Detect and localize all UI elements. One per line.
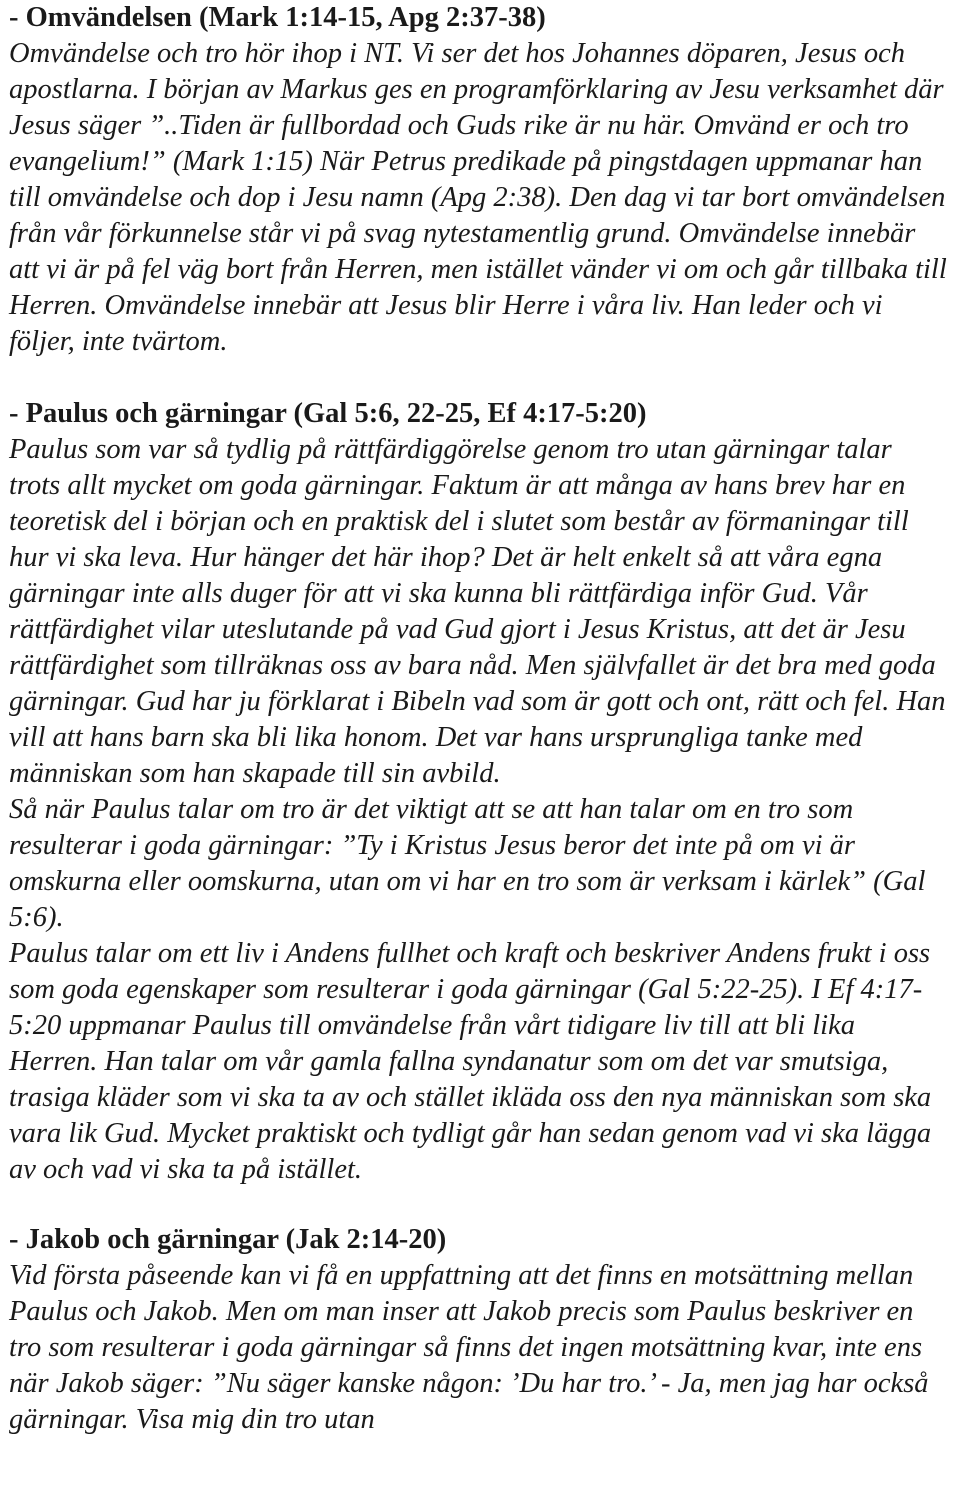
- section-body: [9, 1258, 950, 1438]
- section-heading: - Paulus och gärningar (Gal 5:6, 22-25, Ef 4:17-5:20): [9, 398, 647, 429]
- section-omvandelsen: [9, 0, 950, 360]
- section-spacer: [9, 360, 950, 396]
- paragraph: Vid första påseende kan vi få en uppfattning att det finns en motsättning mellan Paulus och Jakob. Men om man inser att Jakob precis som Paulus beskriver en tro som resulterar i goda gärningar så finns det ingen motsättning kvar, inte ens när Jakob säger: ”Nu säger kanske någon: ’Du har tro.’ - Ja, men jag har också gärningar. Visa mig din tro utan: [9, 1260, 929, 1435]
- section-jakob: [9, 1222, 950, 1438]
- paragraph: Omvändelse och tro hör ihop i NT. Vi ser det hos Johannes döparen, Jesus och apostlarna. I början av Markus ges en programförklaring av Jesu verksamhet där Jesus säger ”..Tiden är fullbordad och Guds rike är nu här. Omvänd er och tro evangelium!” (Mark 1:15) När Petrus predikade på pingstdagen uppmanar han till omvändelse och dop i Jesu namn (Apg 2:38). Den dag vi tar bort omvändelsen från vår förkunnelse står vi på svag nytestamentlig grund. Omvändelse innebär att vi är på fel väg bort från Herren, men istället vänder vi om och går tillbaka till Herren. Omvändelse innebär att Jesus blir Herre i våra liv. Han leder och vi följer, inte tvärtom.: [9, 38, 947, 357]
- section-body: [9, 36, 950, 360]
- section-paulus: [9, 396, 950, 1188]
- section-body: [9, 432, 950, 1188]
- section-spacer: [9, 1188, 950, 1222]
- paragraph: Så när Paulus talar om tro är det viktigt att se att han talar om en tro som resulterar i goda gärningar: ”Ty i Kristus Jesus beror det inte på om vi är omskurna eller oomskurna, utan om vi har en tro som är verksam i kärlek” (Gal 5:6).: [9, 794, 926, 933]
- section-heading: - Jakob och gärningar (Jak 2:14-20): [9, 1224, 447, 1255]
- paragraph: Paulus talar om ett liv i Andens fullhet och kraft och beskriver Andens frukt i oss som goda egenskaper som resulterar i goda gärningar (Gal 5:22-25). I Ef 4:17-5:20 uppmanar Paulus till omvändelse från vårt tidigare liv till att bli lika Herren. Han talar om vår gamla fallna syndanatur som om det var smutsiga, trasiga kläder som vi ska ta av och stället ikläda oss den nya människan som ska vara lik Gud. Mycket praktiskt och tydligt går han sedan genom vad vi ska lägga av och vad vi ska ta på istället.: [9, 938, 932, 1185]
- paragraph: Paulus som var så tydlig på rättfärdiggörelse genom tro utan gärningar talar trots allt mycket om goda gärningar. Faktum är att många av hans brev har en teoretisk del i början och en praktisk del i slutet som består av förmaningar till hur vi ska leva. Hur hänger det här ihop? Det är helt enkelt så att våra egna gärningar inte alls duger för att vi ska kunna bli rättfärdiga inför Gud. Vår rättfärdighet vilar uteslutande på vad Gud gjort i Jesus Kristus, att det är Jesu rättfärdighet som tillräknas oss av bara nåd. Men självfallet är det bra med goda gärningar. Gud har ju förklarat i Bibeln vad som är gott och ont, rätt och fel. Han vill att hans barn ska bli lika honom. Det var hans ursprungliga tanke med människan som han skapade till sin avbild.: [9, 434, 946, 789]
- section-heading: - Omvändelsen (Mark 1:14-15, Apg 2:37-38): [9, 2, 546, 33]
